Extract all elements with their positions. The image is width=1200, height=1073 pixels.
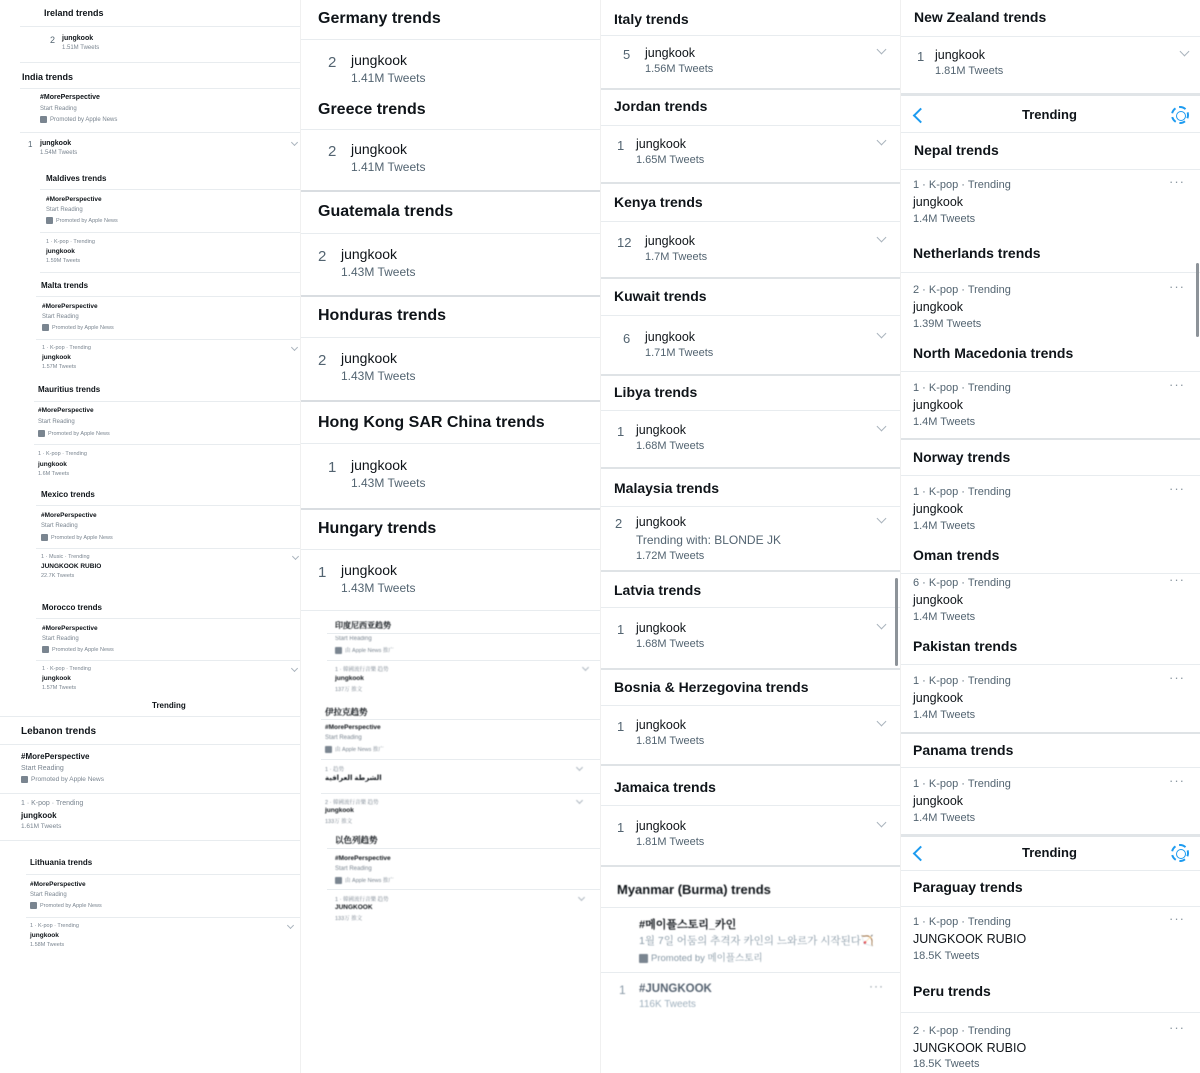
trend-item-mauritius[interactable] [38,451,278,479]
trend-item-hungary[interactable] [318,562,588,598]
trend-tweet-count: 1.72M Tweets [636,550,705,562]
trend-item-kuwait[interactable] [623,330,891,362]
trend-name: jungkook [30,932,59,939]
chevron-down-icon[interactable] [877,818,887,828]
trend-name: jungkook [46,248,75,255]
chevron-down-icon[interactable] [287,922,294,929]
chevron-down-icon[interactable] [582,664,589,671]
trend-name: #JUNGKOOK [639,983,712,995]
promo-hashtag: #MorePerspective [30,881,86,888]
trend-name: jungkook [38,461,67,468]
trend-name: jungkook [935,48,986,62]
back-arrow-icon[interactable] [913,108,929,124]
section-title-oman: Oman trends [913,547,1000,563]
section-title-mexico: Mexico trends [41,490,95,499]
trend-tweet-count: 1.4M Tweets [913,611,976,623]
trend-meta: 1 · K-pop · Trending [38,451,87,457]
trend-name: jungkook [913,502,964,516]
nav-bar [901,98,1200,132]
promo-by: Promoted by Apple News [56,217,118,224]
promo-cta: Start Reading [21,765,64,772]
nav-title: Trending [1022,107,1077,122]
section-title-pakistan: Pakistan trends [913,638,1018,654]
section-title-kuwait: Kuwait trends [614,288,707,304]
promoted-trend[interactable] [42,303,282,333]
screenshot-column-3 [600,0,900,1073]
trend-tweet-count: 137万 推文 [335,687,363,693]
trend-meta: 2 · K-pop · Trending [913,1025,1011,1037]
section-title-mauritius: Mauritius trends [38,385,101,394]
trend-tweet-count: 1.68M Tweets [636,638,705,650]
promo-cta: Start Reading [40,106,77,112]
trend-tweet-count: 1.51M Tweets [62,45,100,51]
promoted-icon [639,954,648,963]
trend-rank: 1 [617,138,625,153]
trend-item-netherlands[interactable] [913,279,1191,332]
promo-hashtag: #MorePerspective [325,724,381,731]
trend-tweet-count: 1.59M Tweets [46,258,81,264]
promo-hashtag: #메이플스토리_카인 [639,919,737,931]
promoted-icon [335,877,342,884]
trend-meta: 1 · 韓國流行音樂 趋势 [335,897,389,903]
trend-item-indonesia[interactable] [335,665,591,693]
trend-name: jungkook [636,621,687,635]
more-icon[interactable]: ··· [1169,481,1185,496]
trend-rank: 1 [619,983,626,997]
trend-tweet-count: 1.57M Tweets [42,364,77,370]
section-title-libya: Libya trends [614,384,698,400]
trend-item-lebanon[interactable] [21,800,271,834]
trend-item-hong-kong[interactable] [328,457,588,493]
trend-tweet-count: 1.41M Tweets [351,71,426,85]
section-title-greece: Greece trends [318,101,426,118]
trend-name: jungkook [913,794,964,808]
promo-cta: Start Reading [38,419,75,425]
chevron-down-icon[interactable] [877,45,887,55]
promoted-trend[interactable] [21,752,271,788]
more-icon[interactable]: ··· [1169,377,1185,392]
trend-name: jungkook [351,52,408,68]
section-title-myanmar: Myanmar (Burma) trends [617,882,771,897]
trend-meta: 1 · K-pop · Trending [913,916,1011,928]
trend-rank: 12 [617,235,632,250]
chevron-down-icon[interactable] [877,717,887,727]
trend-tweet-count: 1.81M Tweets [636,836,705,848]
trend-name: jungkook [341,246,398,262]
section-title-malta: Malta trends [41,281,89,290]
trend-item-peru[interactable] [913,1020,1191,1071]
chevron-down-icon[interactable] [578,894,585,901]
promo-cta: Start Reading [335,866,372,872]
trend-item-maldives[interactable] [46,239,286,267]
trend-tweet-count: 1.81M Tweets [636,735,705,747]
section-title-germany: Germany trends [318,10,441,27]
promo-by: Promoted by Apple News [31,776,104,784]
more-icon[interactable]: ··· [1169,1020,1185,1035]
more-icon[interactable]: ··· [1169,174,1185,189]
trend-name: jungkook [913,593,964,607]
section-title-morocco: Morocco trends [42,603,103,612]
trend-name: jungkook [913,691,964,705]
promoted-icon [41,534,48,541]
section-title-panama: Panama trends [913,742,1014,758]
trend-tweet-count: 1.71M Tweets [645,347,714,359]
trend-name: jungkook [636,423,687,437]
promoted-trend[interactable] [41,512,281,544]
section-title-hong-kong: Hong Kong SAR China trends [318,414,545,431]
section-title-kenya: Kenya trends [614,194,703,210]
promo-hashtag: #MorePerspective [46,196,102,203]
trend-meta: 1 · K-pop · Trending [913,486,1011,498]
trend-name: jungkook [645,330,696,344]
trend-name: jungkook [636,137,687,151]
trend-item-jordan[interactable] [617,137,891,169]
trend-name: jungkook [645,46,696,60]
promoted-trend[interactable] [38,407,278,439]
more-icon[interactable]: ··· [1169,911,1185,926]
screenshot-column-4 [900,0,1200,1073]
chevron-down-icon[interactable] [877,329,887,339]
trend-name: jungkook [42,675,71,682]
trend-meta: 6 · K-pop · Trending [913,577,1011,589]
chevron-down-icon[interactable] [291,665,298,672]
trend-meta: 1 · 趋势 [325,767,344,773]
section-title-lebanon: Lebanon trends [21,726,97,737]
trend-name: jungkook [636,718,687,732]
trend-name: jungkook [351,141,408,157]
trend-name: JUNGKOOK [335,904,373,911]
trend-rank: 5 [623,47,631,62]
promo-hashtag: #MorePerspective [335,855,391,862]
section-title-new-zealand: New Zealand trends [914,9,1047,25]
trend-tweet-count: 1.57M Tweets [42,685,77,691]
trend-name: jungkook [335,675,364,682]
trend-related: Trending with: BLONDE JK [636,533,781,547]
trend-item-bosnia[interactable] [617,718,891,750]
screenshot-column-1 [0,0,300,1073]
promoted-trend[interactable] [335,636,575,658]
trend-tweet-count: 1.6M Tweets [38,471,70,477]
section-title-iraq: 伊拉克趋势 [325,707,368,717]
trend-tweet-count: 1.54M Tweets [40,150,78,156]
trend-name: jungkook [42,354,71,361]
promo-cta: Start Reading [30,892,67,898]
promo-by: Promoted by Apple News [52,646,114,653]
promoted-trend[interactable] [46,196,286,226]
promoted-icon [46,217,53,224]
chevron-down-icon[interactable] [1180,47,1190,57]
trend-tweet-count: 1.39M Tweets [913,318,982,330]
trend-name: jungkook [645,234,696,248]
section-title-peru: Peru trends [913,983,991,999]
trend-item-israel[interactable] [335,895,587,923]
trend-rank: 2 [328,54,337,71]
promo-cta: Start Reading [41,523,78,529]
trend-item-norway[interactable] [913,481,1191,534]
promoted-icon [335,647,342,654]
promoted-trend[interactable] [42,625,282,655]
promo-hashtag: #MorePerspective [42,303,98,310]
trend-meta: 2 · 韓國流行音樂 趋势 [325,800,379,806]
back-arrow-icon[interactable] [913,846,929,862]
promo-cta: Start Reading [42,314,79,320]
trend-item-morocco[interactable] [42,666,300,694]
trend-rank: 1 [617,719,625,734]
trend-name: JUNGKOOK RUBIO [41,563,102,570]
trend-item-honduras[interactable] [318,350,588,386]
trend-name: jungkook [341,562,398,578]
trend-item-pakistan[interactable] [913,670,1191,723]
trend-tweet-count: 18.5K Tweets [913,1058,980,1070]
trend-item-iraq-1[interactable] [325,765,587,789]
trend-name: jungkook [913,300,964,314]
trend-item-india[interactable] [28,138,300,160]
trend-item-kenya[interactable] [617,234,891,266]
trend-tweet-count: 116K Tweets [639,999,696,1010]
trend-tweet-count: 1.7M Tweets [645,251,708,263]
promoted-icon [325,746,332,753]
trend-tweet-count: 1.43M Tweets [341,265,416,279]
promo-cta: Start Reading [46,207,83,213]
promo-hashtag: #MorePerspective [21,752,90,761]
trend-meta: 1 · K-pop · Trending [30,923,79,929]
promo-hashtag: #MorePerspective [38,407,94,414]
screenshot-column-2 [300,0,600,1073]
section-title-latvia: Latvia trends [614,582,702,598]
chevron-down-icon[interactable] [877,422,887,432]
trend-item-oman[interactable] [913,572,1191,625]
section-title-honduras: Honduras trends [318,307,447,324]
trend-meta: 1 · K-pop · Trending [46,239,95,245]
trend-tweet-count: 1.41M Tweets [351,160,426,174]
promo-cta: Start Reading [335,636,372,642]
trend-item-panama[interactable] [913,773,1191,826]
trend-rank: 1 [28,140,33,149]
trend-name: JUNGKOOK RUBIO [913,1041,1027,1055]
trend-meta: 1 · K-pop · Trending [42,666,91,672]
trend-item-ireland[interactable] [30,33,300,55]
trend-item-guatemala[interactable] [318,246,588,282]
trend-tweet-count: 1.56M Tweets [645,63,714,75]
trend-item-malaysia[interactable] [615,515,891,565]
trend-rank: 2 [328,143,337,160]
trend-tweet-count: 1.4M Tweets [913,213,976,225]
promo-by: 由 Apple News 推广 [345,648,394,654]
trend-rank: 1 [617,424,625,439]
section-title-israel: 以色列趋势 [335,835,378,845]
promo-by: 由 Apple News 推广 [335,747,384,753]
section-title-jordan: Jordan trends [614,98,708,114]
trend-item-jamaica[interactable] [617,819,891,851]
promo-hashtag: #MorePerspective [40,94,100,101]
more-icon[interactable]: ··· [1169,773,1185,788]
promoted-trend[interactable] [325,724,565,754]
promo-hashtag: #MorePerspective [42,625,98,632]
trend-rank: 2 [318,248,327,265]
section-title-ireland: Ireland trends [44,8,104,18]
chevron-down-icon[interactable] [877,136,887,146]
chevron-down-icon[interactable] [877,620,887,630]
promoted-trend[interactable] [639,916,889,964]
trend-name: jungkook [351,457,408,473]
promoted-trend[interactable] [30,881,270,913]
trend-tweet-count: 22.7K Tweets [41,573,75,579]
promo-by: Promoted by Apple News [50,117,118,124]
trend-tweet-count: 1.4M Tweets [913,520,976,532]
trend-rank: 6 [623,331,631,346]
promoted-icon [21,776,28,783]
promo-by: Promoted by 메이플스토리 [651,953,763,964]
trend-tweet-count: 1.61M Tweets [21,823,62,830]
trend-name: jungkook [913,195,964,209]
promo-by: Promoted by Apple News [51,534,113,541]
trend-item-lithuania[interactable] [30,923,300,951]
trend-tweet-count: 1.65M Tweets [636,154,705,166]
more-icon[interactable]: ··· [1169,670,1185,685]
trend-tweet-count: 133万 推文 [325,819,353,825]
trend-name: jungkook [40,140,72,147]
trend-item-mexico[interactable] [41,554,300,582]
promo-by: Promoted by Apple News [48,430,110,437]
trend-item-malta[interactable] [42,345,300,373]
trend-rank: 1 [328,459,337,476]
section-title-guatemala: Guatemala trends [318,203,454,220]
chevron-down-icon[interactable] [291,344,298,351]
trend-name: jungkook [62,35,94,42]
section-title-hungary: Hungary trends [318,520,437,537]
section-title-india: India trends [22,72,74,82]
section-title-paraguay: Paraguay trends [913,879,1023,895]
trend-tweet-count: 1.4M Tweets [913,709,976,721]
trend-item-germany[interactable] [328,52,588,88]
more-icon[interactable]: ··· [1169,572,1185,587]
trend-item-greece[interactable] [328,141,588,177]
trend-item-new-zealand[interactable] [917,48,1191,80]
promo-by: 由 Apple News 推广 [345,878,394,884]
promoted-icon [40,116,47,123]
trend-tweet-count: 1.81M Tweets [935,65,1004,77]
trend-meta: 1 · 韓國流行音樂 趋势 [335,667,389,673]
trend-tweet-count: 1.4M Tweets [913,416,976,428]
section-title-indonesia: 印度尼西亚趋势 [335,621,391,630]
promo-by: Promoted by Apple News [40,902,102,909]
scrollbar[interactable] [1196,263,1199,337]
trend-item-myanmar[interactable] [619,979,889,1013]
trend-meta: 1 · Music · Trending [41,554,90,560]
trend-name: jungkook [636,819,687,833]
section-title-nepal: Nepal trends [914,142,999,158]
trend-rank: 1 [617,820,625,835]
trend-tweet-count: 1.4M Tweets [913,812,976,824]
trend-tweet-count: 1.43M Tweets [341,369,416,383]
trend-name: jungkook [636,515,687,529]
trend-rank: 1 [318,564,327,581]
nav-bar [901,836,1200,870]
trend-item-nepal[interactable] [913,174,1191,227]
trend-item-libya[interactable] [617,423,891,455]
promo-by: Promoted by Apple News [52,324,114,331]
trend-tweet-count: 1.43M Tweets [341,581,416,595]
promoted-icon [42,646,49,653]
chevron-down-icon[interactable] [877,514,887,524]
promo-cta: Start Reading [42,636,79,642]
chevron-down-icon[interactable] [877,233,887,243]
trend-name: jungkook [21,811,57,820]
chevron-down-icon[interactable] [576,764,583,771]
trend-name: الشرطة العراقية [325,775,382,782]
trend-meta: 1 · K-pop · Trending [913,675,1011,687]
trend-meta: 2 · K-pop · Trending [913,284,1011,296]
gear-icon[interactable] [1171,106,1189,124]
section-title-malaysia: Malaysia trends [614,480,720,496]
trend-item-north-macedonia[interactable] [913,377,1191,430]
promoted-icon [38,430,45,437]
trend-name: jungkook [913,398,964,412]
section-title-lithuania: Lithuania trends [30,858,93,867]
promoted-icon [42,324,49,331]
promoted-trend[interactable] [335,855,575,885]
trend-meta: 1 · K-pop · Trending [21,800,84,807]
trend-rank: 2 [615,516,623,531]
section-title-italy: Italy trends [614,11,689,27]
trend-name: jungkook [341,350,398,366]
promo-cta: Start Reading [325,735,362,741]
trend-tweet-count: 133万 推文 [335,916,363,922]
trend-meta: 1 · K-pop · Trending [913,778,1011,790]
trend-tweet-count: 1.68M Tweets [636,440,705,452]
nav-title: Trending [152,701,186,710]
trend-rank: 1 [917,49,925,64]
trend-tweet-count: 1.43M Tweets [351,476,426,490]
section-title-bosnia: Bosnia & Herzegovina trends [614,679,809,695]
trend-tweet-count: 18.5K Tweets [913,950,980,962]
nav-title: Trending [1022,845,1077,860]
promoted-icon [30,902,37,909]
trend-rank: 1 [617,622,625,637]
chevron-down-icon[interactable] [291,139,298,146]
chevron-down-icon[interactable] [292,553,299,560]
section-title-jamaica: Jamaica trends [614,779,716,795]
trend-rank: 2 [50,35,56,45]
trend-item-italy[interactable] [623,46,891,78]
chevron-down-icon[interactable] [576,797,583,804]
promoted-trend[interactable] [40,94,290,126]
more-icon[interactable]: ··· [869,979,884,993]
trend-meta: 1 · K-pop · Trending [913,382,1011,394]
trend-meta: 1 · K-pop · Trending [913,179,1011,191]
section-title-north-macedonia: North Macedonia trends [913,345,1074,361]
promo-text: 1월 7일 어둠의 추격자 카인의 느와르가 시작된다🏹 [639,935,874,947]
section-title-netherlands: Netherlands trends [913,245,1041,261]
trend-tweet-count: 1.58M Tweets [30,942,65,948]
section-title-norway: Norway trends [913,449,1011,465]
trend-item-iraq-2[interactable] [325,798,587,826]
gear-icon[interactable] [1171,844,1189,862]
section-title-maldives: Maldives trends [46,174,107,183]
trend-name: jungkook [325,807,354,814]
trend-name: JUNGKOOK RUBIO [913,932,1027,946]
trend-meta: 1 · K-pop · Trending [42,345,91,351]
trend-rank: 2 [318,352,327,369]
trend-item-latvia[interactable] [617,621,891,653]
promo-hashtag: #MorePerspective [41,512,97,519]
more-icon[interactable]: ··· [1169,279,1185,294]
scrollbar[interactable] [895,578,898,666]
trend-item-paraguay[interactable] [913,911,1191,964]
